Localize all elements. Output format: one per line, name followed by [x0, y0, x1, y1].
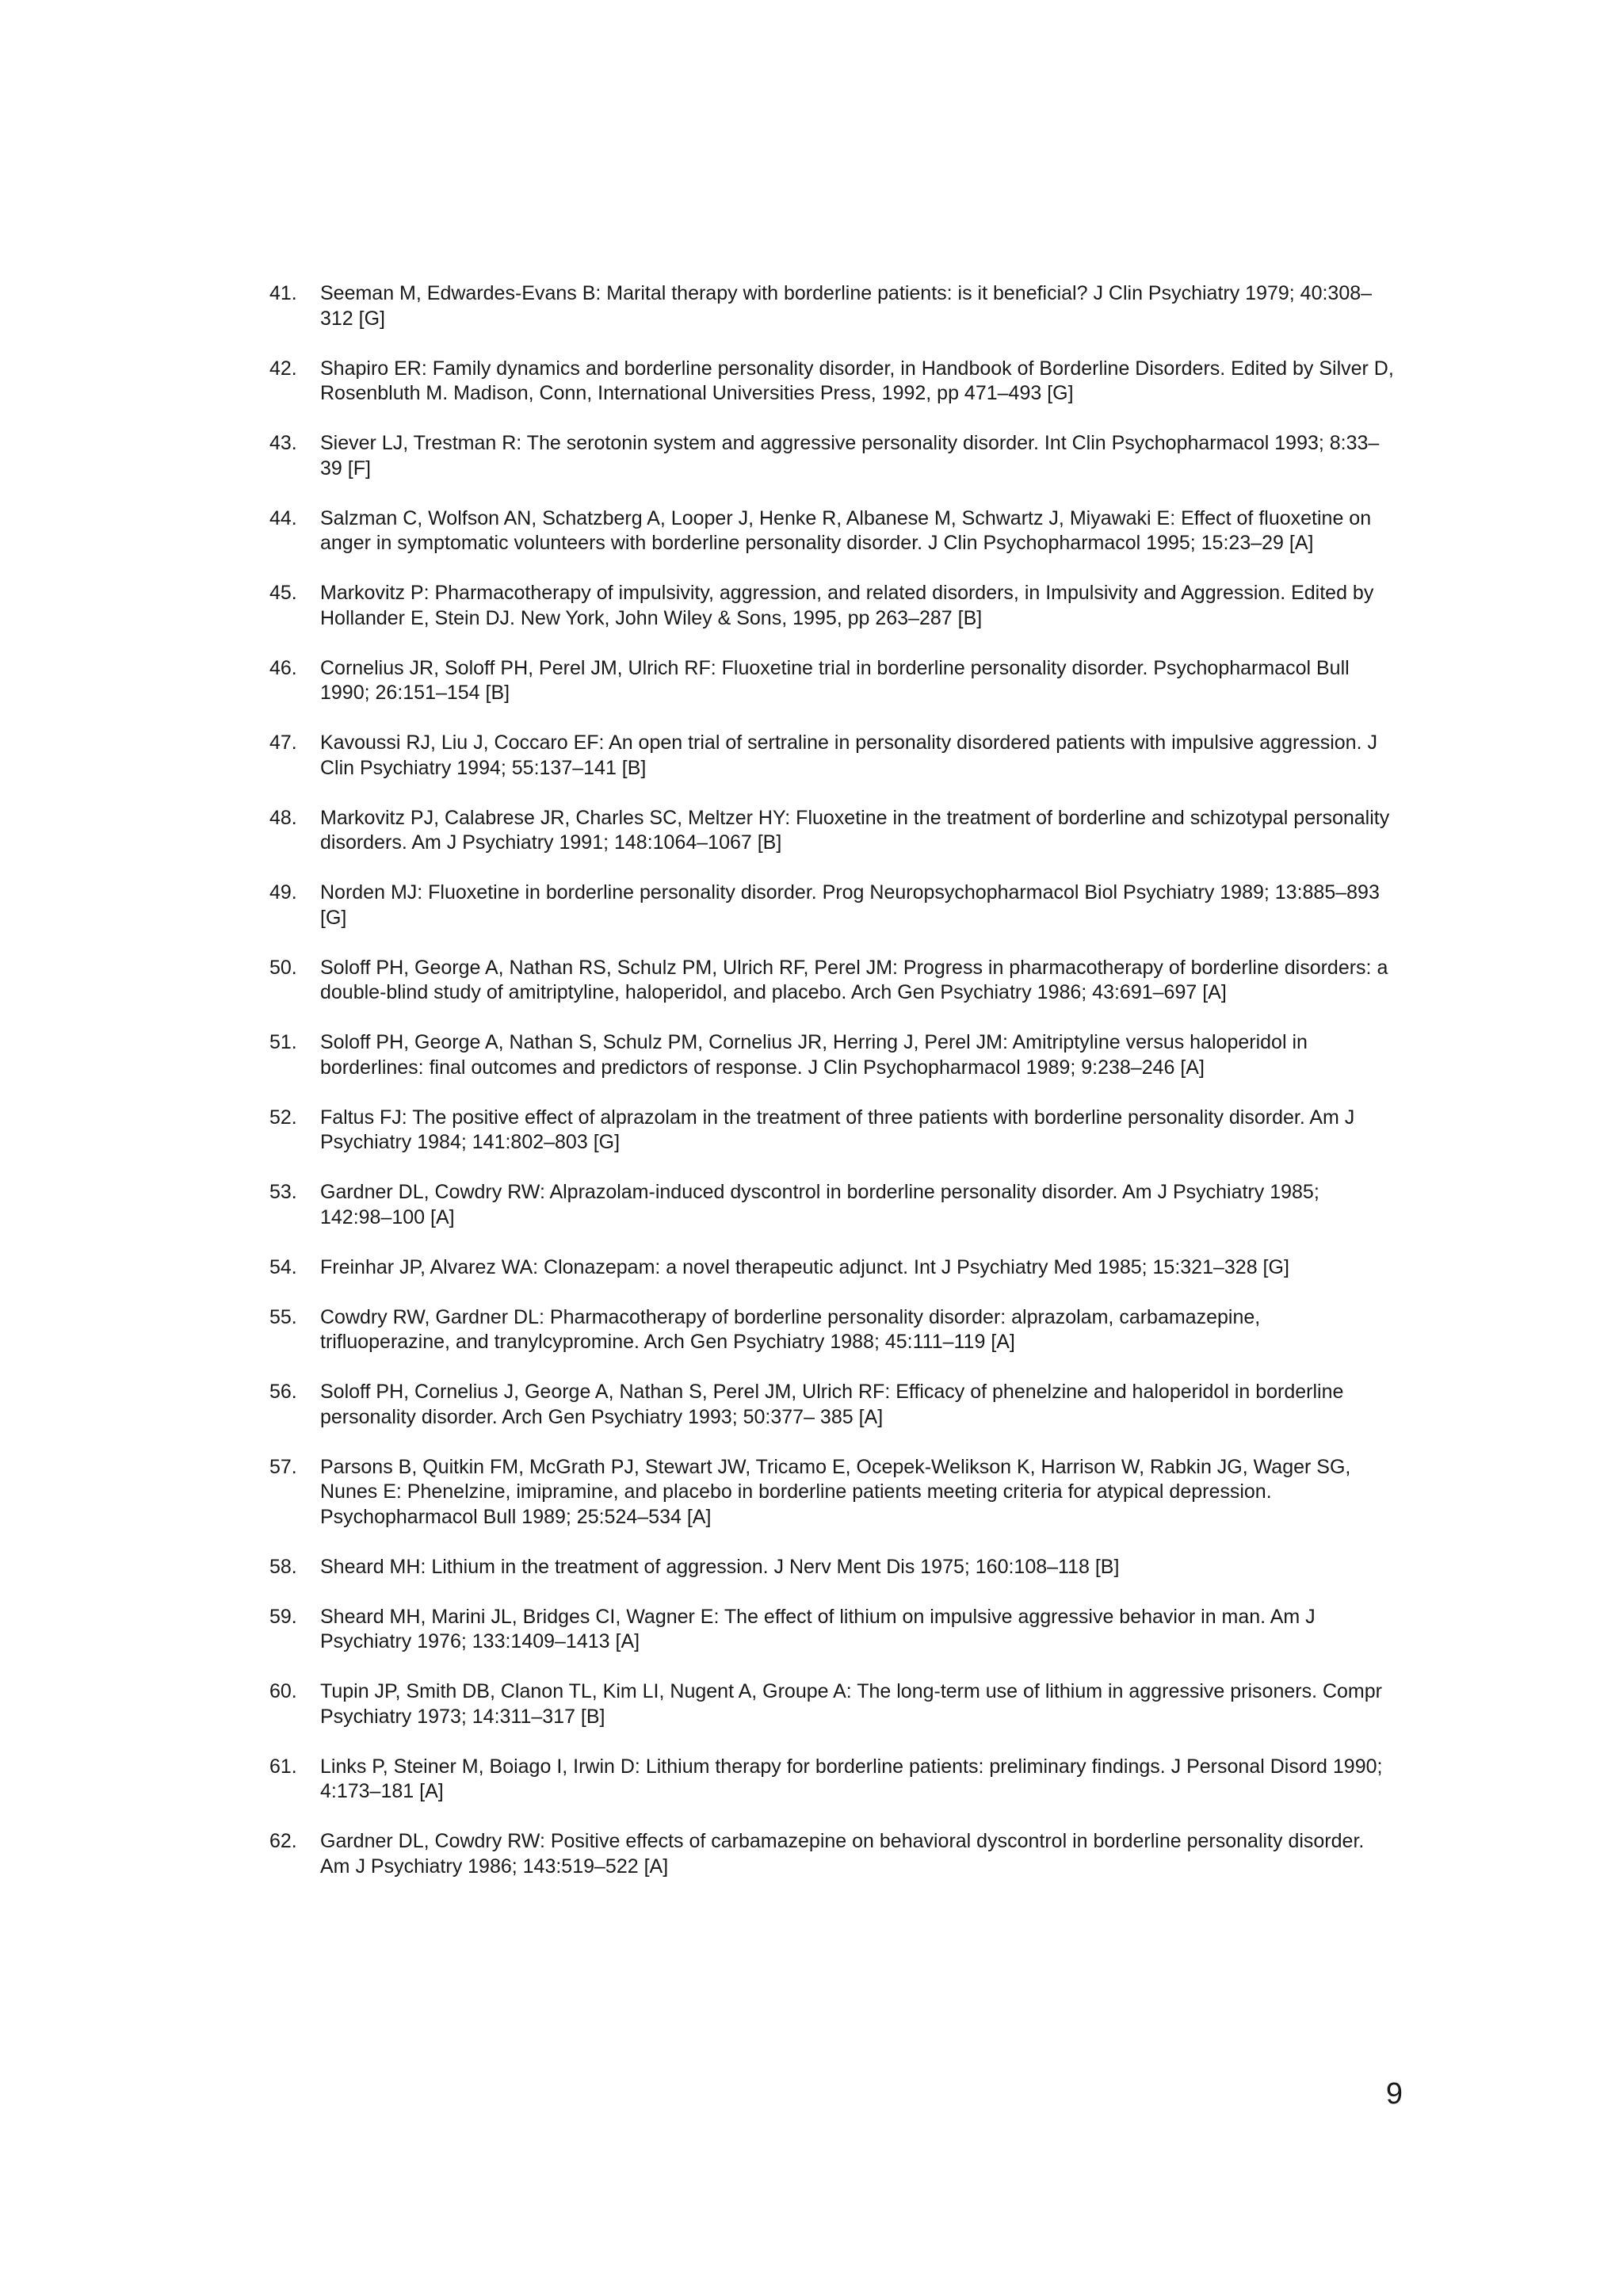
reference-number: 55.	[269, 1305, 297, 1328]
reference-number: 62.	[269, 1830, 297, 1852]
reference-number: 53.	[269, 1181, 297, 1203]
reference-number: 48.	[269, 806, 297, 829]
reference-item	[269, 1305, 1395, 1355]
reference-text: Parsons B, Quitkin FM, McGrath PJ, Stewart JW, Tricamo E, Ocepek-Welikson K, Harrison W, Rabkin JG, Wager SG, Nunes E: Phenelzine, imipramine, and placebo in borderline patients meeting criteria for atypical depression. Psychopharmacol Bull 1989; 25:524–534 [A]	[320, 1455, 1351, 1528]
reference-text: Salzman C, Wolfson AN, Schatzberg A, Looper J, Henke R, Albanese M, Schwartz J, Miyawaki E: Effect of fluoxetine on anger in symptomatic volunteers with borderline personality disorder. J Clin Psychopharmacol 1995; 15:23–29 [A]	[320, 506, 1372, 554]
reference-text: Norden MJ: Fluoxetine in borderline personality disorder. Prog Neuropsychopharmacol Biol Psychiatry 1989; 13:885–893 [G]	[320, 881, 1380, 929]
reference-text: Links P, Steiner M, Boiago I, Irwin D: Lithium therapy for borderline patients: preliminary findings. J Personal Disord 1990; 4:173–181 [A]	[320, 1755, 1383, 1802]
reference-number: 44.	[269, 506, 297, 529]
reference-text: Soloff PH, Cornelius J, George A, Nathan S, Perel JM, Ulrich RF: Efficacy of phenelzine and haloperidol in borderline personality disorder. Arch Gen Psychiatry 1993; 50:377– 385 [A]	[320, 1381, 1344, 1428]
reference-number: 49.	[269, 881, 297, 904]
reference-item	[269, 881, 1395, 930]
reference-text: Gardner DL, Cowdry RW: Alprazolam-induced dyscontrol in borderline personality disorder. Am J Psychiatry 1985; 142:98–100 [A]	[320, 1181, 1319, 1228]
reference-text: Kavoussi RJ, Liu J, Coccaro EF: An open trial of sertraline in personality disordered patients with impulsive aggression. J Clin Psychiatry 1994; 55:137–141 [B]	[320, 732, 1377, 779]
reference-number: 51.	[269, 1031, 297, 1053]
reference-text: Sheard MH, Marini JL, Bridges CI, Wagner E: The effect of lithium on impulsive aggressive behavior in man. Am J Psychiatry 1976; 133:1409–1413 [A]	[320, 1605, 1316, 1652]
reference-number: 61.	[269, 1755, 297, 1778]
reference-text: Markovitz PJ, Calabrese JR, Charles SC, Meltzer HY: Fluoxetine in the treatment of borderline and schizotypal personality disorders. Am J Psychiatry 1991; 148:1064–1067 [B]	[320, 806, 1390, 854]
reference-text: Gardner DL, Cowdry RW: Positive effects of carbamazepine on behavioral dyscontrol in borderline personality disorder. Am J Psychiatry 1986; 143:519–522 [A]	[320, 1830, 1365, 1878]
reference-number: 43.	[269, 432, 297, 454]
reference-text: Faltus FJ: The positive effect of alprazolam in the treatment of three patients with borderline personality disorder. Am J Psychiatry 1984; 141:802–803 [G]	[320, 1106, 1355, 1153]
reference-number: 41.	[269, 282, 297, 304]
reference-number: 46.	[269, 656, 297, 679]
reference-number: 58.	[269, 1555, 297, 1578]
page-number: 9	[1385, 2077, 1403, 2111]
reference-text: Soloff PH, George A, Nathan RS, Schulz PM, Ulrich RF, Perel JM: Progress in pharmacotherapy of borderline disorders: a double-blind study of amitriptyline, haloperidol, and placebo. Arch Gen Psychiatry 1986; 43:691–697 [A]	[320, 956, 1388, 1003]
reference-item	[269, 1829, 1395, 1879]
reference-item	[269, 1106, 1395, 1156]
reference-text: Markovitz P: Pharmacotherapy of impulsivity, aggression, and related disorders, in Impulsivity and Aggression. Edited by Hollander E, Stein DJ. New York, John Wiley & Sons, 1995, pp 263–287 [B]	[320, 582, 1374, 629]
reference-item	[269, 506, 1395, 556]
reference-number: 45.	[269, 582, 297, 604]
reference-item	[269, 1255, 1395, 1281]
reference-number: 50.	[269, 956, 297, 979]
reference-text: Freinhar JP, Alvarez WA: Clonazepam: a novel therapeutic adjunct. Int J Psychiatry Med 1985; 15:321–328 [G]	[320, 1255, 1289, 1278]
reference-item	[269, 1380, 1395, 1430]
reference-item	[269, 1755, 1395, 1805]
reference-item	[269, 1679, 1395, 1729]
reference-text: Shapiro ER: Family dynamics and borderline personality disorder, in Handbook of Borderline Disorders. Edited by Silver D, Rosenbluth M. Madison, Conn, International Universities Press, 1992, pp 471–493 [G]	[320, 357, 1394, 404]
reference-number: 47.	[269, 732, 297, 754]
reference-item	[269, 357, 1395, 407]
reference-item	[269, 581, 1395, 631]
reference-text: Sheard MH: Lithium in the treatment of aggression. J Nerv Ment Dis 1975; 160:108–118 [B]	[320, 1555, 1120, 1578]
reference-item	[269, 956, 1395, 1006]
reference-item	[269, 1605, 1395, 1655]
reference-item	[269, 1180, 1395, 1230]
reference-number: 60.	[269, 1680, 297, 1702]
reference-item	[269, 806, 1395, 856]
reference-item	[269, 431, 1395, 481]
reference-text: Cowdry RW, Gardner DL: Pharmacotherapy of borderline personality disorder: alprazolam, carbamazepine, trifluoperazine, and tranylcypromine. Arch Gen Psychiatry 1988; 45:111–119 [A]	[320, 1305, 1261, 1353]
reference-item	[269, 731, 1395, 781]
reference-number: 59.	[269, 1605, 297, 1628]
reference-text: Cornelius JR, Soloff PH, Perel JM, Ulrich RF: Fluoxetine trial in borderline personality disorder. Psychopharmacol Bull 1990; 26:151–154 [B]	[320, 656, 1350, 704]
reference-number: 42.	[269, 357, 297, 380]
reference-text: Siever LJ, Trestman R: The serotonin system and aggressive personality disorder. Int Clin Psychopharmacol 1993; 8:33–39 [F]	[320, 432, 1380, 479]
reference-text: Soloff PH, George A, Nathan S, Schulz PM, Cornelius JR, Herring J, Perel JM: Amitriptyline versus haloperidol in borderlines: final outcomes and predictors of response. J Clin Psychopharmacol 1989; 9:238–246 [A]	[320, 1031, 1308, 1079]
reference-list	[269, 281, 1395, 1904]
reference-number: 52.	[269, 1106, 297, 1129]
reference-item	[269, 1455, 1395, 1530]
reference-number: 56.	[269, 1381, 297, 1403]
reference-item	[269, 1555, 1395, 1580]
reference-item	[269, 281, 1395, 331]
reference-text: Seeman M, Edwardes-Evans B: Marital therapy with borderline patients: is it beneficial? J Clin Psychiatry 1979; 40:308–312 [G]	[320, 282, 1373, 330]
reference-item	[269, 1030, 1395, 1080]
reference-number: 54.	[269, 1255, 297, 1278]
reference-number: 57.	[269, 1455, 297, 1478]
reference-text: Tupin JP, Smith DB, Clanon TL, Kim LI, Nugent A, Groupe A: The long-term use of lithium in aggressive prisoners. Compr Psychiatry 1973; 14:311–317 [B]	[320, 1680, 1382, 1728]
reference-item	[269, 656, 1395, 706]
